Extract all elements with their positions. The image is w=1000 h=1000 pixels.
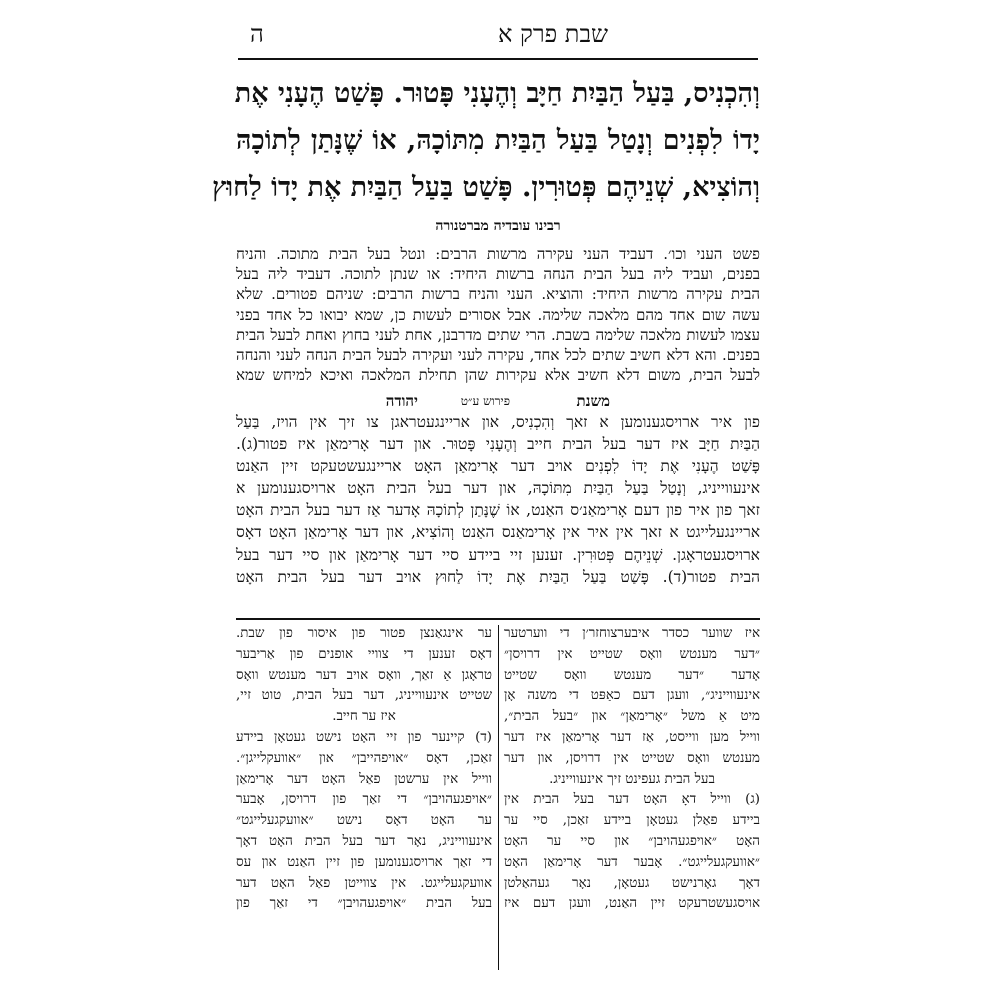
column-divider <box>498 625 499 970</box>
mishnah-line: וְהוֹצִיא, שְׁנֵיהֶם פְּטוּרִין. פָּשַׁט בַּעַל הַבַּיִת אֶת יָדוֹ לַחוּץ <box>212 172 760 203</box>
heading-word: יהודה <box>385 392 418 410</box>
commentary-line: לבעל הבית, משום דלא חשיב אלא עקירות שהן תחילת המלאכה ואיכא למיחש שמא <box>236 366 760 385</box>
footnote-line: (ג) ווייל דאָ האָט דער בעל הבית אין <box>504 792 760 808</box>
footnote-line: ביידע פאַלן געטאָן ביידע זאַכן, סיי ער <box>504 813 760 829</box>
translation-line: זאך פון איר פון דעם אָרימאַנ׳ס האַנט, אוֹ שֶׁנָּתַן לְתוֹכָהּ אָדער אַז דער בעל הבית האָט <box>236 501 760 520</box>
footnote-line: ער האָט דאָס נישט ״אוועקגעלייגט״ <box>236 813 492 829</box>
translation-line: הַבַּיִת חַיָּב איז דער בעל הבית חייב וְהֶעָנִי פָּטוּר. און דער אָרימאַן איז פטור(ג). <box>236 435 760 454</box>
footnote-line: איז שווער כסדר איבערצוחזר׳ן די ווערטער <box>504 626 760 641</box>
footnote-line: (ד) קיינער פון זיי האָט נישט געטאָן ביידע <box>236 729 492 745</box>
footnote-line: ווייל אין ערשטן פאַל האָט דער אָרימאַן <box>236 771 492 787</box>
bartenura-commentary <box>236 244 760 385</box>
commentary-line: הבית עקירה מרשות היחיד: והוציא. העני והניח ברשות הרבים: שניהם פטורים. שלא <box>236 285 760 304</box>
translation-line: פון איר ארויסגענומען א זאך וְהִכְנִיס, און אריינגעטראגן צו זיך אין הויז, בַּעַל <box>236 413 760 431</box>
commentary-line: בפנים. והא דלא חשיב שתים לכל אחד, עקירה לעני ועקירה לבעל הבית הנחה לעני והנחה <box>236 346 760 365</box>
yiddish-translation <box>236 411 760 588</box>
commentary-line: עשה שום אחד מהם מלאכה שלימה. אבל אסורים לעשות כן, שמא יבואו כל אחד בפני <box>236 305 760 324</box>
page-number: ה <box>250 20 264 48</box>
footnote-line: ער אינגאַנצן פטור פון איסור פון שבת. <box>236 626 492 641</box>
commentary-line: פשט העני וכו׳. דעביד העני עקירה מרשות הרבים: ונטל בעל הבית מתוכה. והניח <box>236 245 760 263</box>
footnote-line: אינעווייניג״, וועגן דעם כאַפּט די משנה אָן <box>504 688 760 704</box>
footnote-line: ״דער מענטש וואָס שטייט אין דרויסן״ <box>504 646 760 662</box>
heading-subtitle: פירוש ע״ט <box>460 394 510 408</box>
footnote-line: מענטש וואָס שטייט אין דרויסן, און דער <box>504 750 760 766</box>
footnote-line: ״אויפגעהויבן״ די זאַך פון דרויסן, אָבער <box>236 792 492 808</box>
chapter-title: שבת פרק א <box>497 20 608 48</box>
mishnah-line: וְהִכְנִיס, בַּעַל הַבַּיִת חַיָּב וְהֶעָנִי פָּטוּר. פָּשַׁט הֶעָנִי אֶת <box>234 78 760 109</box>
footnote-line: אָדער ״דער מענטש וואָס שטייט <box>504 667 760 683</box>
footnote-line: ווייל מען ווייסט, אַז דער אָרימאַן איז דער <box>504 729 760 745</box>
footnote-line: מיט אַ משל ״אָרימאַן״ און ״בעל הבית״, <box>504 709 760 725</box>
translation-line: אינעווייניג, וְנָטַל בַּעַל הַבַּיִת מִתּוֹכָהּ, און דער בעל הבית האָט ארויסגענומען א <box>236 479 760 498</box>
footnotes-right-column <box>504 624 760 915</box>
translation-line: אריינגעלייגט א זאך אין איר אין אָרימאַנס האַנט וְהוֹצִיא, און דער אָרימאַן האָט דאָס <box>236 523 760 542</box>
footnote-line: אוועקגעלייגט. אין צווייטן פאַל האָט דער <box>236 875 492 891</box>
footnote-line: האָט ״אויפגעהויבן״ און סיי ער האָט <box>504 833 760 849</box>
mishnah-text <box>212 70 760 211</box>
footnote-line: אינעווייניג, נאָר דער בעל הבית האָט דאָך <box>236 833 492 849</box>
translation-line: פָּשַׁט הֶעָנִי אֶת יָדוֹ לִפְנִים אויב דער אָרימאַן האָט אריינגעשטעקט זיין האַנט <box>236 457 760 476</box>
yiddish-commentary-heading <box>236 392 760 412</box>
footnote-line: דאָך גאָרנישט געטאָן, נאָר געהאַלטן <box>504 875 760 891</box>
footnote-line: די זאַך ארויסגענומען פון זיין האַנט און עס <box>236 854 492 870</box>
footnote-line: בעל הבית געפינט זיך אינעווייניג. <box>549 771 715 787</box>
translation-line: ארויסגעטראָגן. שְׁנֵיהֶם פְּטוּרִין. זענען זיי ביידע סיי דער אָרימאַן און סיי דער בעל <box>236 545 760 564</box>
commentary-line: בפנים, ועביד ליה בעל הבית הנחה ברשות היחיד: או שנתן לתוכה. דעביד ליה בעל <box>236 265 760 284</box>
footnote-line: טראָגן אַ זאַך, וואָס אויב דער מענטש וואָס <box>236 667 492 683</box>
footnote-line: שטייט אינעווייניג, דער בעל הבית, טוט זיי, <box>236 688 492 704</box>
footnote-line: אויסגעשטרעקט זיין האַנט, וועגן דעם איז <box>504 896 760 912</box>
mishnah-line: יָדוֹ לִפְנִים וְנָטַל בַּעַל הַבַּיִת מִתּוֹכָהּ, אוֹ שֶׁנָּתַן לְתוֹכָהּ <box>236 125 760 156</box>
footnote-line: דאָס זענען די צוויי אופנים פון אַריבער <box>236 646 492 662</box>
heading-word: משנת <box>576 392 610 410</box>
footnote-line: איז ער חייב. <box>332 709 396 725</box>
footnote-line: בעל הבית ״אויפגעהויבן״ די זאַך פון <box>236 896 492 912</box>
translation-line: הבית פטור(ד). פָּשַׁט בַּעַל הַבַּיִת אֶת יָדוֹ לַחוּץ אויב דער בעל הבית האָט <box>236 567 760 586</box>
footnote-line: זאַכן, דאָס ״אויפהייבן״ און ״אוועקלייגן״. <box>236 750 492 766</box>
bartenura-heading: רבינו עובדיה מברטנורה <box>435 218 561 234</box>
footnote-divider <box>236 618 760 620</box>
commentary-line: עצמו לעשות מלאכה שלימה בשבת. הרי שתים מדרבנן, אחת לעני בחוץ ואחת לבעל הבית <box>236 325 760 344</box>
running-header <box>238 18 758 60</box>
footnotes-left-column <box>236 624 492 915</box>
footnote-line: ״אוועקגעלייגט״. אָבער דער אָרימאַן האָט <box>504 854 760 870</box>
